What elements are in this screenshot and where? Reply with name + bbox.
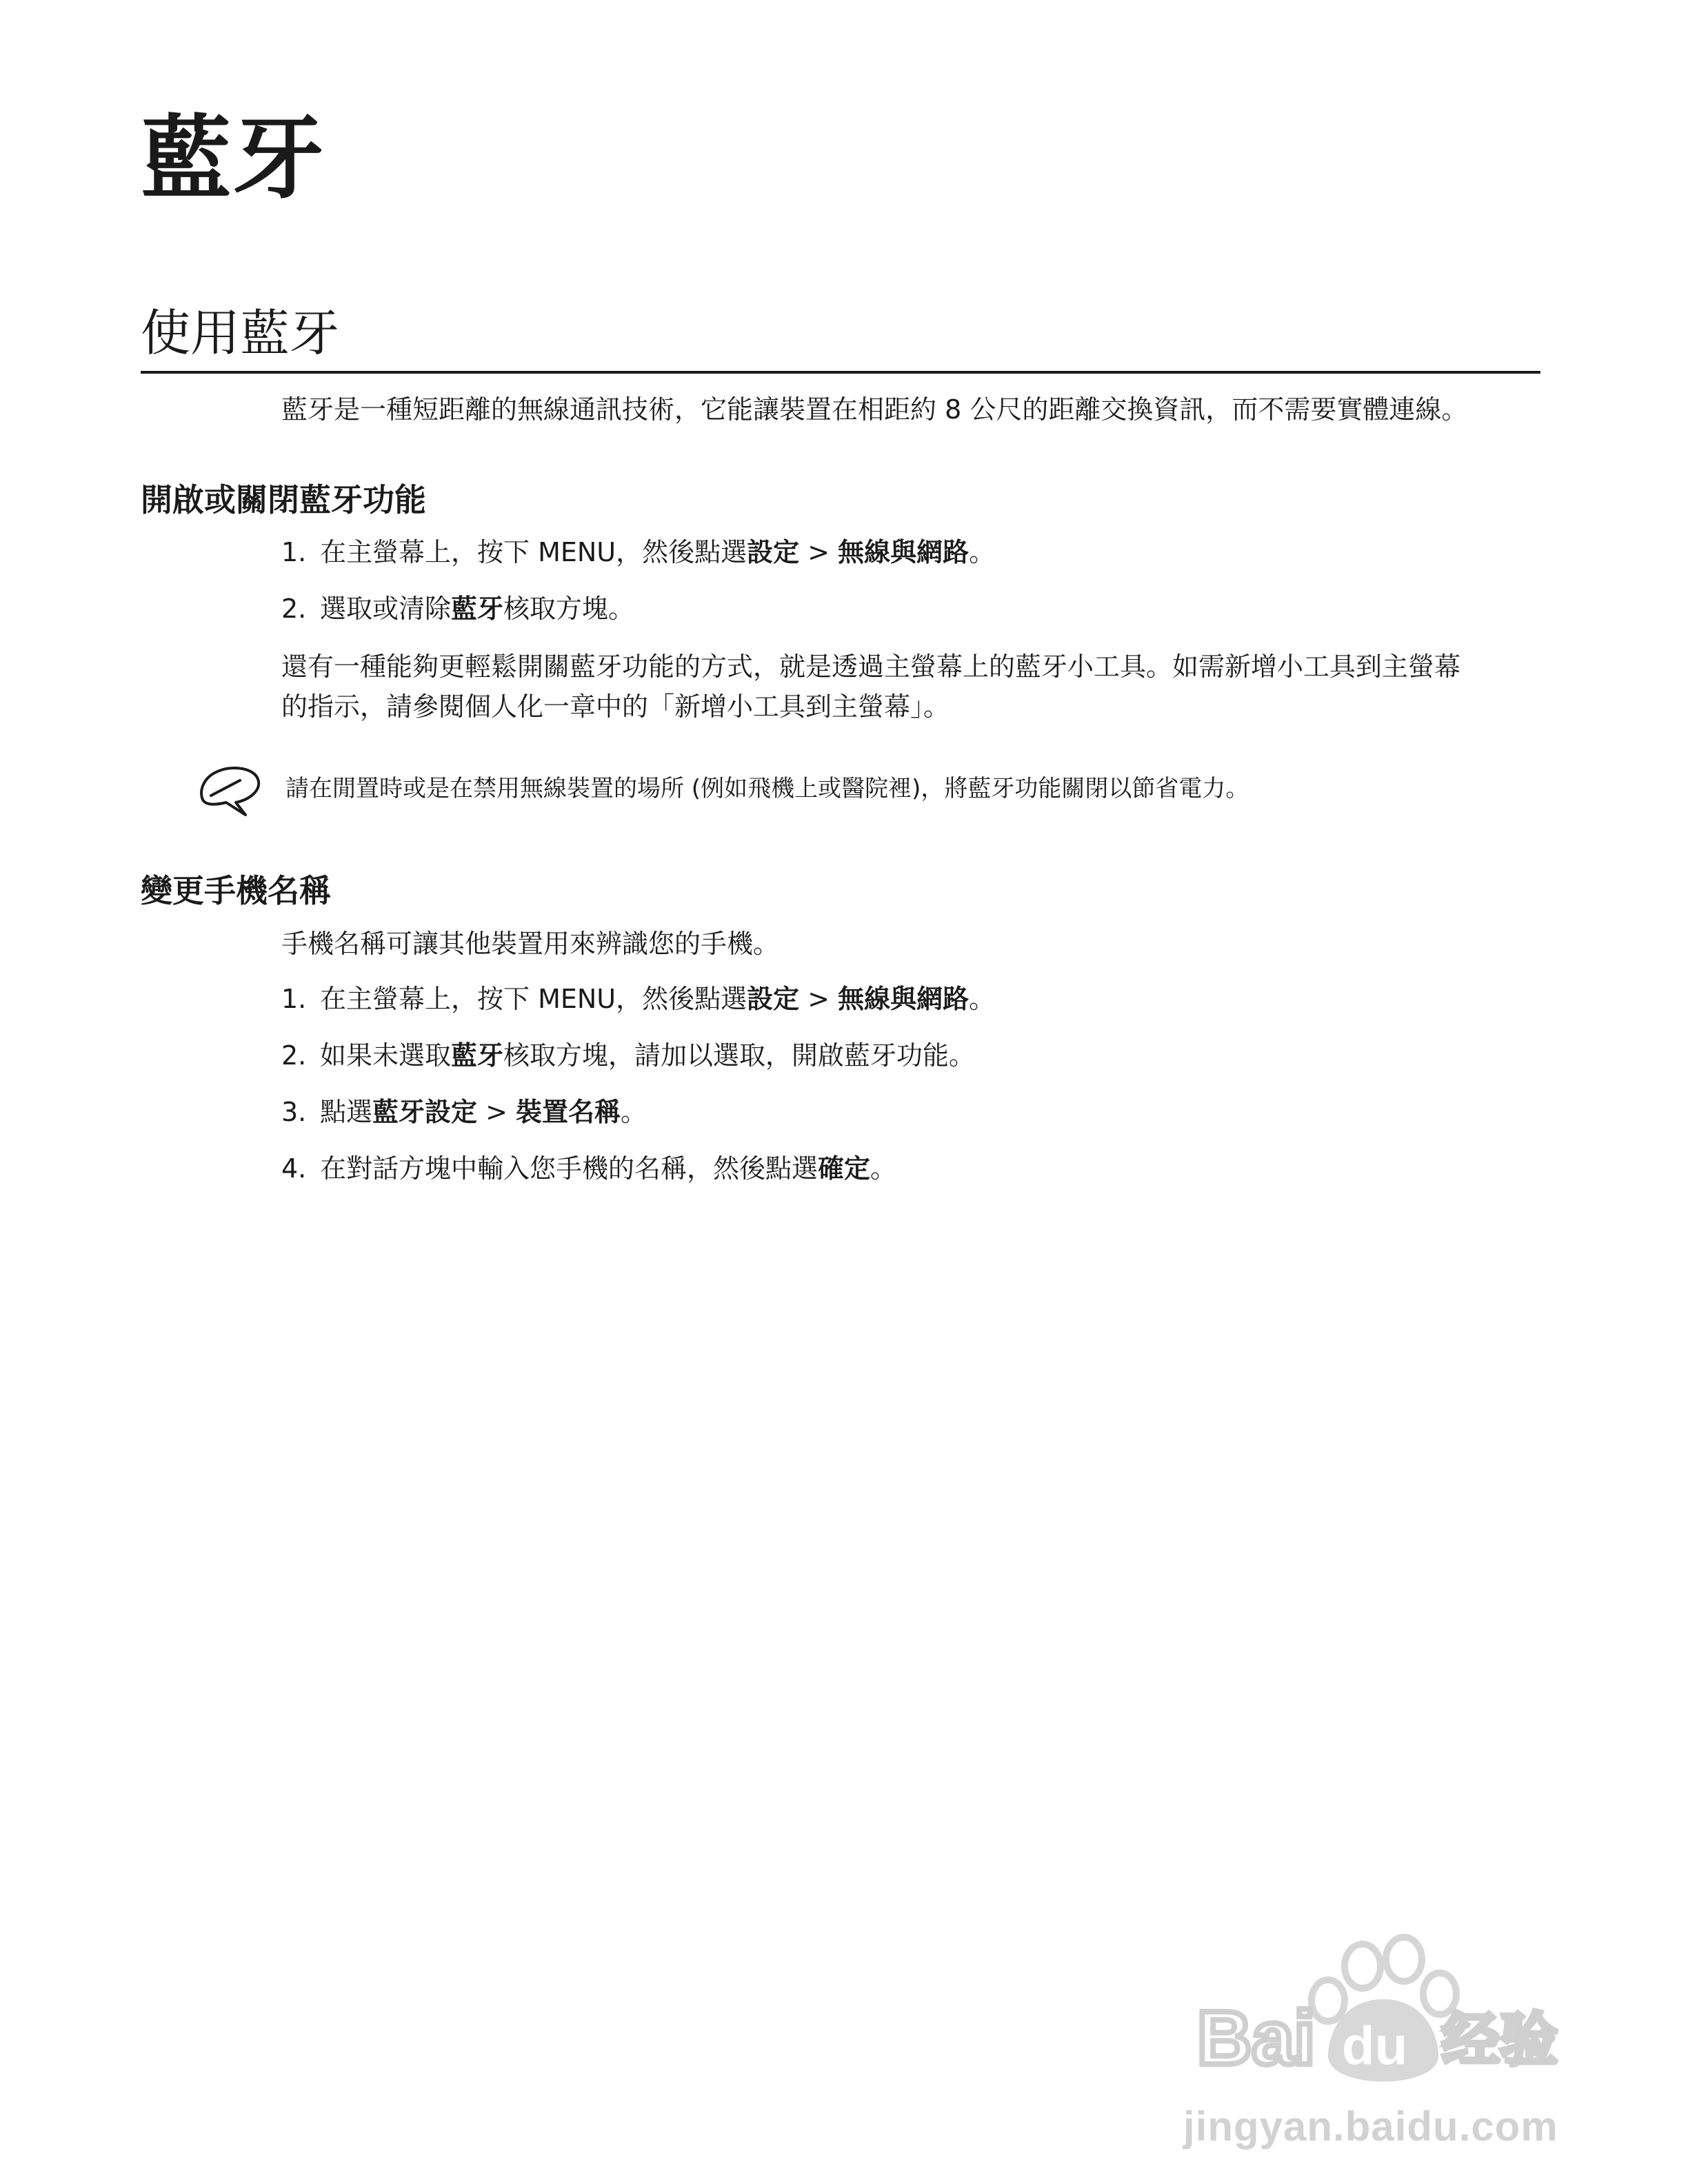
- watermark-du: du: [1342, 2015, 1408, 2076]
- step-text-end: 。: [621, 1097, 647, 1127]
- toggle-step-1: [281, 532, 995, 572]
- step-text-end: 核取方塊，請加以選取，開啟藍牙功能。: [503, 1040, 976, 1071]
- step-text-end: 核取方塊。: [503, 594, 635, 624]
- step-separator: >: [477, 1097, 516, 1127]
- step-number: 3.: [281, 1097, 307, 1127]
- watermark-bai: Bai: [1197, 1996, 1316, 2081]
- step-number: 1.: [281, 537, 307, 567]
- step-bold: 無線與網路: [838, 984, 969, 1014]
- step-text: 在主螢幕上，按下 MENU，然後點選: [320, 537, 747, 567]
- step-bold: 藍牙: [451, 594, 504, 624]
- watermark-url: jingyan.baidu.com: [1183, 2103, 1558, 2150]
- rename-heading: 變更手機名稱: [141, 872, 331, 909]
- step-bold: 設定: [747, 537, 800, 567]
- section-divider: [141, 371, 1540, 374]
- step-bold: 設定: [747, 984, 800, 1014]
- step-text: 在主螢幕上，按下 MENU，然後點選: [320, 984, 747, 1014]
- toggle-step-2: [281, 589, 634, 629]
- step-number: 4.: [281, 1153, 307, 1184]
- step-bold: 無線與網路: [838, 537, 969, 567]
- step-bold: 確定: [818, 1153, 871, 1184]
- step-bold: 藍牙: [451, 1040, 504, 1071]
- note-text: 請在閒置時或是在禁用無線裝置的場所 (例如飛機上或醫院裡)，將藍牙功能關閉以節省電力。: [285, 775, 1249, 802]
- rename-step-2: [281, 1035, 975, 1075]
- step-separator: >: [799, 984, 838, 1014]
- step-text: 點選: [320, 1097, 373, 1127]
- toggle-heading: 開啟或關閉藍牙功能: [141, 481, 426, 518]
- section-intro: 藍牙是一種短距離的無線通訊技術，它能讓裝置在相距約 8 公尺的距離交換資訊，而不需要實體連線。: [281, 394, 1468, 425]
- watermark-jingyan: 经验: [1442, 2006, 1558, 2074]
- rename-intro: 手機名稱可讓其他裝置用來辨識您的手機。: [281, 929, 780, 959]
- page-title: 藍牙: [141, 105, 325, 212]
- step-text: 如果未選取: [320, 1040, 452, 1071]
- step-text: 在對話方塊中輸入您手機的名稱，然後點選: [320, 1153, 818, 1184]
- paragraph-line: 還有一種能夠更輕鬆開關藍牙功能的方式，就是透過主螢幕上的藍牙小工具。如需新增小工具到主螢幕: [281, 651, 1461, 682]
- paragraph-line: 的指示，請參閱個人化一章中的「新增小工具到主螢幕」。: [281, 691, 950, 722]
- step-number: 2.: [281, 1040, 307, 1071]
- step-text: 選取或清除: [320, 594, 452, 624]
- step-number: 1.: [281, 984, 307, 1014]
- step-text-end: 。: [870, 1153, 897, 1184]
- rename-step-3: [281, 1092, 647, 1132]
- note-icon: [196, 764, 265, 819]
- step-text-end: 。: [969, 984, 996, 1014]
- step-number: 2.: [281, 594, 307, 624]
- toggle-paragraph: [281, 647, 1543, 727]
- step-separator: >: [799, 537, 838, 567]
- rename-step-4: [281, 1149, 896, 1189]
- step-text-end: 。: [969, 537, 996, 567]
- step-bold: 藍牙設定: [372, 1097, 478, 1127]
- section-title: 使用藍牙: [141, 304, 340, 362]
- step-bold: 裝置名稱: [516, 1097, 621, 1127]
- rename-step-1: [281, 979, 995, 1019]
